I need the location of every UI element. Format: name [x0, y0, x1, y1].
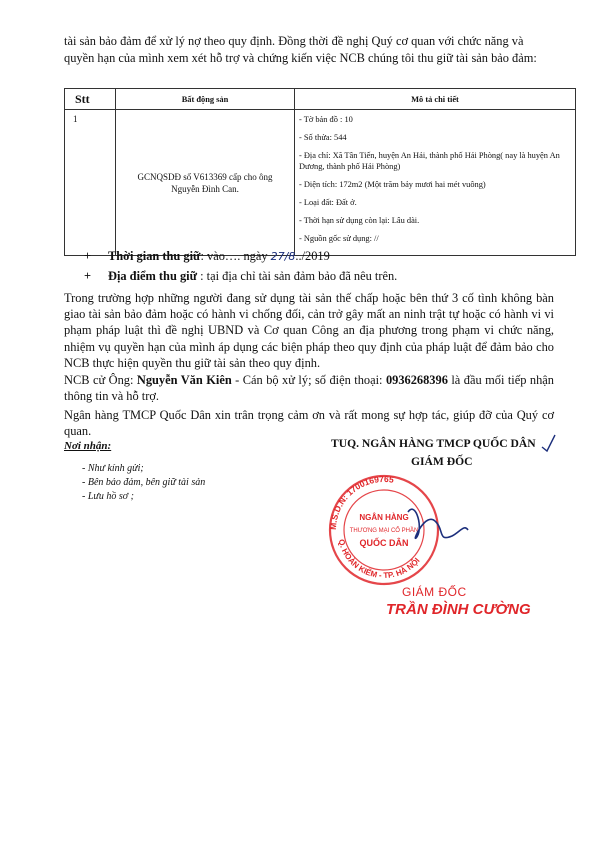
- detail-land-type: - Loại đất: Đất ở.: [299, 198, 357, 207]
- detail-plot-number: - Số thửa: 544: [299, 133, 347, 142]
- seal-center-1: NGÂN HÀNG: [359, 513, 409, 522]
- header-property: Bất động sản: [116, 89, 295, 110]
- place-label: Địa điểm thu giữ: [108, 269, 198, 283]
- row-details: [295, 110, 576, 256]
- row-stt: 1: [65, 110, 116, 256]
- bullet-time: [84, 248, 330, 265]
- table-row: [65, 110, 576, 256]
- recipient-item-text: Như kính gửi;: [87, 463, 144, 474]
- seal-ring-bottom: Q. HOÀN KIẾM - TP. HÀ NỘI: [336, 538, 422, 581]
- contact-post: là đầu mối tiếp nhận thông tin và hỗ trợ.: [64, 373, 554, 404]
- recipient-item: - Như kính gửi;: [82, 463, 144, 474]
- asset-table: [64, 88, 576, 256]
- contact-pre: NCB cử Ông:: [64, 373, 137, 387]
- seal-center-3: QUỐC DÂN: [359, 538, 409, 548]
- check-mark-icon: [540, 433, 558, 455]
- plus-bullet-icon: +: [84, 269, 92, 283]
- handwritten-date: 27/8: [270, 250, 296, 263]
- seal-ring-top: M.S.D.N: 1700169765: [327, 473, 395, 531]
- header-stt: Stt: [65, 89, 116, 110]
- signature-org: TUQ. NGÂN HÀNG TMCP QUỐC DÂN: [331, 437, 536, 450]
- detail-area: - Diện tích: 172m2 (Một trăm bảy mươi hai mét vuông): [299, 180, 486, 189]
- contact-name: Nguyễn Văn Kiên: [136, 373, 232, 387]
- seal-center-2: THƯƠNG MẠI CỔ PHẦN: [349, 528, 419, 534]
- recipient-item-text: Bên bảo đảm, bên giữ tài sản: [87, 477, 206, 488]
- bullet-place: [84, 268, 397, 284]
- recipient-item: - Bên bảo đảm, bên giữ tài sản: [82, 477, 206, 488]
- time-text-post: ../2019: [295, 249, 330, 263]
- intro-line-2: quyền hạn của mình xem xét hỗ trợ và chứng kiến việc NCB chúng tôi thu giữ tài sản bảo đảm:: [64, 51, 537, 65]
- recipient-item: - Lưu hồ sơ ;: [82, 491, 134, 502]
- recipients-colon: :: [107, 440, 112, 452]
- plus-bullet-icon: +: [84, 249, 92, 263]
- recipients-label: [64, 440, 111, 452]
- place-text: : tại địa chỉ tài sản đảm bảo đã nêu trên.: [197, 269, 398, 283]
- header-details: Mô tả chi tiết: [295, 89, 576, 110]
- time-text-pre: : vào…. ngày: [200, 249, 271, 263]
- signature-role: GIÁM ĐỐC: [411, 455, 473, 468]
- detail-address: - Địa chỉ: Xã Tân Tiến, huyện An Hải, thành phố Hải Phòng( nay là huyện An Dương, thành phố Hải Phòng): [299, 151, 560, 171]
- contact-phone: 0936268396: [385, 373, 448, 387]
- thanks-paragraph: Ngân hàng TMCP Quốc Dân xin trân trọng cảm ơn và rất mong sự hợp tác, giúp đỡ của Quý cơ quan.: [64, 408, 554, 439]
- company-seal: [316, 470, 496, 590]
- row-property: GCNQSDĐ số V613369 cấp cho ông Nguyễn Đình Can.: [116, 110, 295, 256]
- time-label: Thời gian thu giữ: [108, 249, 201, 263]
- detail-origin: - Nguồn gốc sử dụng: //: [299, 234, 379, 243]
- stamp-role: GIÁM ĐỐC: [402, 585, 467, 599]
- recipients-label-text: Nơi nhận: [64, 440, 108, 452]
- intro-line-1: tài sản bảo đảm để xử lý nợ theo quy định. Đồng thời đề nghị Quý cơ quan với chức năng và: [64, 34, 524, 48]
- warning-paragraph: Trong trường hợp những người đang sử dụng tài sản thế chấp hoặc bên thứ 3 cố tình không bàn giao tài sản bảo đảm hoặc có hành vi chống đối, cản trở gây mất an ninh trật tự hoặc có hành vi vi phạm pháp luật thì đề nghị UBND và Cơ quan Công an địa phương trong phạm vi chức năng, nhiệm vụ quyền hạn của mình áp dụng các biện pháp theo quy định của pháp luật để đảm bảo cho NCB thực hiện quyền thu giữ tài sản theo quy định.: [64, 291, 554, 370]
- detail-map-sheet: - Tờ bản đồ : 10: [299, 115, 353, 124]
- contact-paragraph: [64, 372, 554, 404]
- contact-mid: - Cán bộ xử lý; số điện thoại:: [231, 373, 386, 387]
- detail-term: - Thời hạn sử dụng còn lại: Lâu dài.: [299, 216, 420, 225]
- recipient-item-text: Lưu hồ sơ ;: [87, 491, 134, 502]
- stamp-name: TRẦN ĐÌNH CƯỜNG: [386, 601, 531, 618]
- asset-table-header: [65, 89, 576, 110]
